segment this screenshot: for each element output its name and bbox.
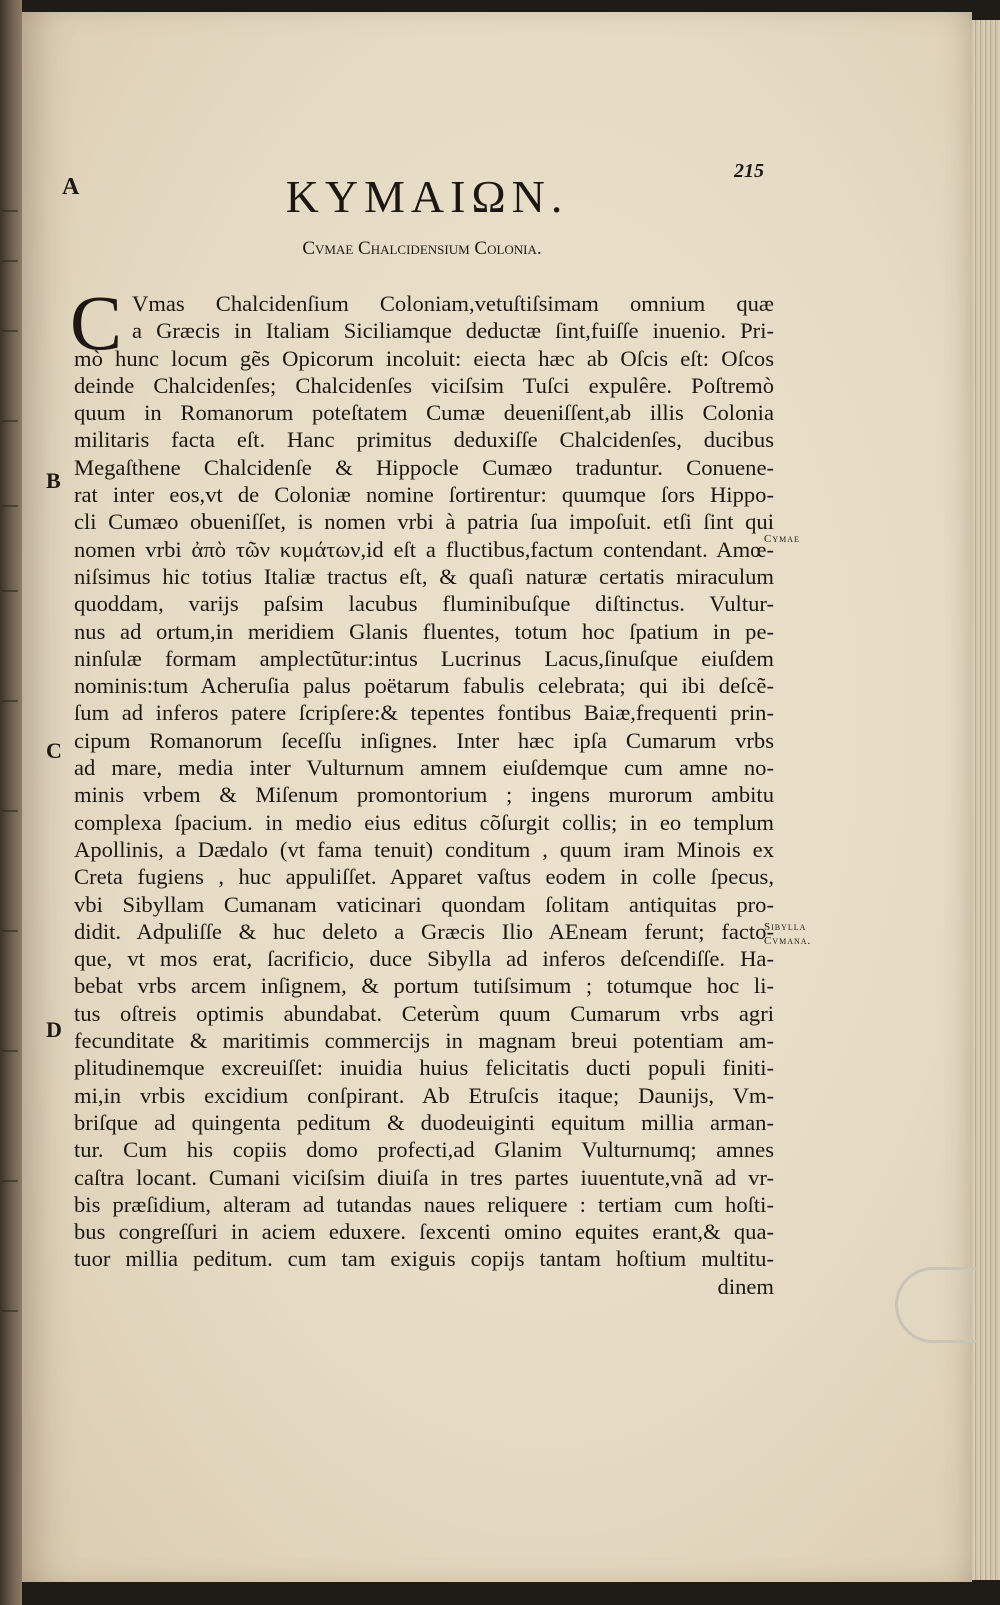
- text-line: tur. Cum his copiis domo profecti,ad Glanim Vulturnumq; amnes: [74, 1137, 774, 1163]
- section-marker: A: [62, 174, 80, 200]
- text-line: bebat vrbs arcem inſignem, & portum tutiſsimum ; totumque hoc li-: [74, 973, 774, 999]
- text-line: nomen vrbi ἀπὸ τῶν κυμάτων,id eſt a fluctibus,factum contendant. Amœ-: [74, 536, 774, 562]
- text-line: didit. Adpuliſſe & huc deleto a Græcis Ilio AEneam ferunt; facto-: [74, 918, 774, 944]
- text-line: cipum Romanorum ſeceſſu inſignes. Inter hæc ipſa Cumarum vrbs: [74, 727, 774, 753]
- margin-note-sibylla: Sibylla Cvmana.: [764, 921, 812, 947]
- page-number: 215: [734, 160, 764, 182]
- text-line: Vmas Chalcidenſium Coloniam,vetuſtiſsimam omnium quæ: [132, 291, 774, 316]
- side-letter-b: B: [46, 468, 61, 493]
- text-line: minis vrbem & Miſenum promontorium ; ingens murorum ambitu: [74, 782, 774, 808]
- side-letter-c: C: [46, 738, 62, 763]
- text-line: militaris facta eſt. Hanc primitus deduxiſſe Chalcidenſes, ducibus: [74, 427, 774, 453]
- facing-page-edge: [0, 0, 22, 1605]
- text-line: niſsimus hic totius Italiæ tractus eſt, & quaſi naturæ certatis miraculum: [74, 563, 774, 589]
- text-line: bus congreſſuri in aciem eduxere. ſexcenti omino equites erant,& qua-: [74, 1219, 774, 1245]
- page-title: ΚΥΜΑΙΩΝ.: [285, 171, 569, 222]
- bookmark-clip: [895, 1267, 978, 1343]
- text-line: tuor millia peditum. cum tam exiguis copijs tantam hoſtium multitu-: [74, 1246, 774, 1272]
- text-line: ſum ad inferos patere ſcripſere:& tepentes fontibus Baiæ,frequenti prin-: [74, 700, 774, 726]
- page-subtitle: Cvmae Chalcidensium Colonia.: [302, 238, 542, 259]
- side-letter-d: D: [46, 1017, 62, 1042]
- margin-note-cymae: Cymae: [764, 533, 800, 545]
- text-line: a Græcis in Italiam Siciliamque deductæ ſint,fuiſſe inuenio. Pri-: [132, 318, 774, 344]
- text-line: mò hunc locum gẽs Opicorum incoluit: eiecta hæc ab Oſcis eſt: Oſcos: [74, 345, 774, 371]
- text-line: ninſulæ formam amplectũtur:intus Lucrinus Lacus,ſinuſque eiuſdem: [74, 645, 774, 671]
- text-line: que, vt mos erat, ſacrificio, duce Sibylla ad inferos deſcendiſſe. Ha-: [74, 946, 774, 972]
- text-line: bis præſidium, alteram ad tutandas naues reliquere : tertiam cum hoſti-: [74, 1191, 774, 1217]
- text-line: ad mare, media inter Vulturnum amnem eiuſdemque cum amne no-: [74, 755, 774, 781]
- text-line: tus oſtreis optimis abundabat. Ceterùm quum Cumarum vrbs agri: [74, 1000, 774, 1026]
- text-line: rat inter eos,vt de Coloniæ nomine ſortirentur: quumque ſors Hippo-: [74, 482, 774, 508]
- text-line: mi,in vrbis excidium conſpirant. Ab Etruſcis itaque; Daunijs, Vm-: [74, 1082, 774, 1108]
- text-line: Apollinis, a Dædalo (vt fama tenuit) conditum , quum iram Minois ex: [74, 836, 774, 862]
- text-line: nus ad ortum,in meridiem Glanis fluentes, totum hoc ſpatium in pe-: [74, 618, 774, 644]
- text-line: Creta fugiens , huc appuliſſet. Apparet vaſtus eodem in colle ſpecus,: [74, 864, 774, 890]
- text-line: caſtra locant. Cumani viciſsim diuiſa in tres partes iuuentute,vnã ad vr-: [74, 1164, 774, 1190]
- text-line: plitudinemque excreuiſſet: inuidia huius felicitatis ducti populi finiti-: [74, 1055, 774, 1081]
- text-line: deinde Chalcidenſes; Chalcidenſes viciſsim Tuſci expulêre. Poſtremò: [74, 372, 774, 398]
- body-text: [70, 279, 774, 1300]
- text-line: fecunditate & maritimis commercijs in magnam breui potentiam am-: [74, 1028, 774, 1054]
- text-line: quum in Romanorum poteſtatem Cumæ deueniſſent,ab illis Colonia: [74, 400, 774, 426]
- text-line: complexa ſpacium. in medio eius editus cõſurgit collis; in eo templum: [74, 809, 774, 835]
- book-page: [22, 12, 972, 1582]
- text-line: vbi Sibyllam Cumanam vaticinari quondam ſolitam antiquitas pro-: [74, 891, 774, 917]
- text-line: quoddam, varijs paſsim lacubus fluminibuſque diſtinctus. Vultur-: [74, 591, 774, 617]
- text-line: Megaſthene Chalcidenſe & Hippocle Cumæo traduntur. Conuene-: [74, 454, 774, 480]
- text-line: nominis:tum Acheruſia palus poëtarum fabulis celebrata; qui ibi deſcẽ-: [74, 673, 774, 699]
- text-line: cli Cumæo obueniſſet, is nomen vrbi à patria ſua impoſuit. etſi ſint qui: [74, 509, 774, 535]
- drop-cap: C: [70, 279, 123, 366]
- text-line: briſque ad quingenta peditum & duodeuiginti equitum millia arman-: [74, 1109, 774, 1135]
- catchword: dinem: [717, 1273, 774, 1299]
